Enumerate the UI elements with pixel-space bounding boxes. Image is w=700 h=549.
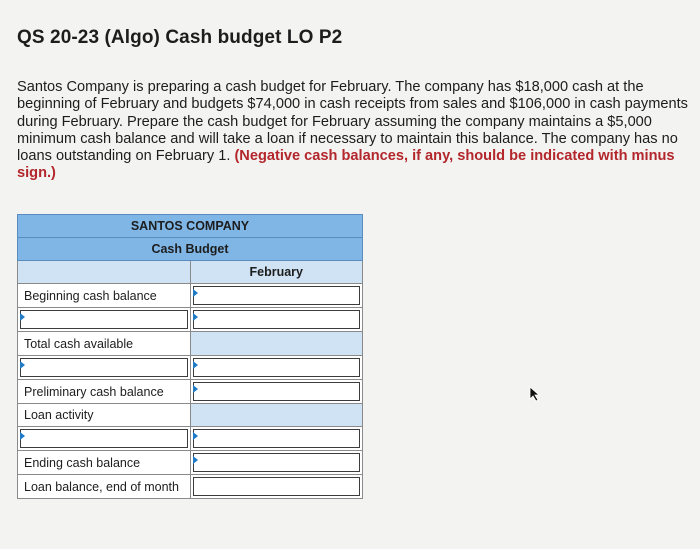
february-total-cash-input[interactable] xyxy=(193,334,361,353)
input-marker-icon xyxy=(193,313,198,321)
row-label-cell xyxy=(18,308,191,332)
input-marker-icon xyxy=(193,289,198,297)
value-cell xyxy=(190,451,363,475)
value-cell xyxy=(190,332,363,356)
february-ending-cash-input[interactable] xyxy=(193,453,361,472)
row-label-input-1[interactable] xyxy=(20,310,188,329)
table-row xyxy=(18,404,363,427)
input-marker-icon xyxy=(193,432,198,440)
february-loan-balance-input[interactable] xyxy=(193,477,361,496)
table-row xyxy=(18,475,363,499)
february-value-input-6[interactable] xyxy=(193,429,361,448)
question-text xyxy=(17,79,695,183)
row-label-cell xyxy=(18,356,191,380)
value-cell xyxy=(190,380,363,404)
value-cell xyxy=(190,284,363,308)
value-cell xyxy=(190,404,363,427)
row-label-input-6[interactable] xyxy=(20,429,188,448)
row-label-cell xyxy=(18,427,191,451)
input-marker-icon xyxy=(20,361,25,369)
mouse-pointer-icon xyxy=(528,386,542,402)
table-row xyxy=(18,308,363,332)
row-label-preliminary-cash: Preliminary cash balance xyxy=(18,380,191,404)
table-row xyxy=(18,427,363,451)
company-name: SANTOS COMPANY xyxy=(18,215,363,238)
question-body: Santos Company is preparing a cash budget for February. The company has $18,000 cash at the beginning of February and budgets $74,000 in cash receipts from sales and $106,000 in cash payments during February. Prepare the cash budget for February assuming the company maintains a $5,000 minimum cash balance and will take a loan if necessary to maintain this balance. The company has no loans outstanding on February 1. xyxy=(17,79,688,165)
value-cell xyxy=(190,356,363,380)
header-spacer xyxy=(18,261,191,284)
row-label-input-3[interactable] xyxy=(20,358,188,377)
table-row xyxy=(18,380,363,404)
row-label-beginning-cash: Beginning cash balance xyxy=(18,284,191,308)
february-beginning-cash-input[interactable] xyxy=(193,286,361,305)
page-title: QS 20-23 (Algo) Cash budget LO P2 xyxy=(17,27,343,48)
input-marker-icon xyxy=(20,432,25,440)
cash-budget-table xyxy=(17,214,363,499)
value-cell xyxy=(190,475,363,499)
input-marker-icon xyxy=(193,385,198,393)
input-marker-icon xyxy=(193,456,198,464)
table-row xyxy=(18,332,363,356)
budget-subtitle: Cash Budget xyxy=(18,238,363,261)
row-label-total-cash: Total cash available xyxy=(18,332,191,356)
table-row xyxy=(18,284,363,308)
february-value-input-1[interactable] xyxy=(193,310,361,329)
february-value-input-3[interactable] xyxy=(193,358,361,377)
input-marker-icon xyxy=(20,313,25,321)
input-marker-icon xyxy=(193,361,198,369)
row-label-ending-cash: Ending cash balance xyxy=(18,451,191,475)
question-instruction: (Negative cash balances, if any, should be indicated with minus sign.) xyxy=(17,148,675,182)
row-label-loan-activity: Loan activity xyxy=(18,404,191,427)
february-preliminary-cash-input[interactable] xyxy=(193,382,361,401)
table-row xyxy=(18,356,363,380)
value-cell xyxy=(190,427,363,451)
row-label-loan-balance: Loan balance, end of month xyxy=(18,475,191,499)
table-row xyxy=(18,451,363,475)
column-header-february: February xyxy=(190,261,363,284)
value-cell xyxy=(190,308,363,332)
